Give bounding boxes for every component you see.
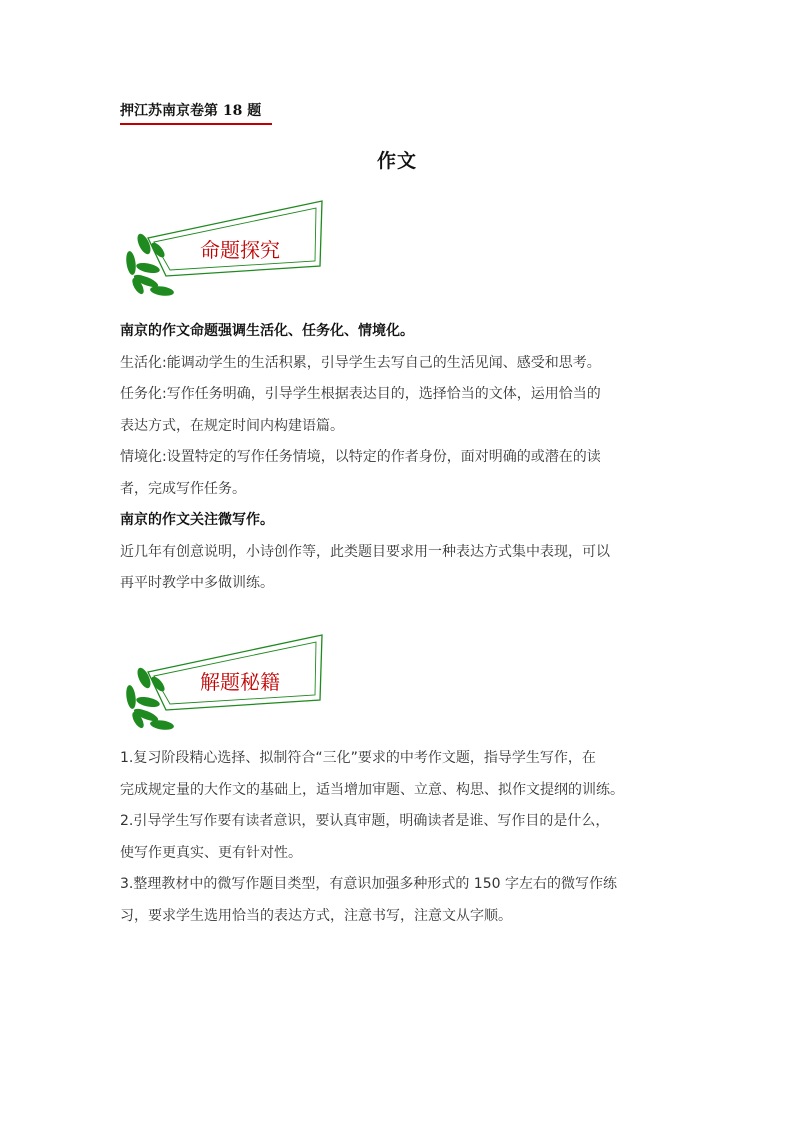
text-line: 1.复习阶段精心选择、拟制符合“三化”要求的中考作文题，指导学生写作，在 (120, 750, 596, 766)
text-line: 生活化:能调动学生的生活积累，引导学生去写自己的生活见闻、感受和思考。 (120, 354, 601, 371)
text-line: 2.引导学生写作要有读者意识，要认真审题，明确读者是谁、写作目的是什么， (120, 813, 610, 829)
text-line: 表达方式，在规定时间内构建语篇。 (120, 417, 344, 434)
text-line: 使写作更真实、更有针对性。 (120, 844, 302, 861)
text-line: 完成规定量的大作文的基础上，适当增加审题、立意、构思、拟作文提纲的训练。 (120, 781, 624, 798)
section-content-2 (120, 743, 680, 932)
text-line: 再平时教学中多做训练。 (120, 575, 274, 591)
text-line: 3.整理教材中的微写作题目类型，有意识加强多种形式的 150 字左右的微写作练 (120, 876, 617, 892)
section-header-label: 押江苏南京卷第 18 题 (120, 100, 272, 125)
text-line: 习，要求学生选用恰当的表达方式，注意书写，注意文从字顺。 (120, 907, 512, 924)
banner-label: 解题秘籍 (200, 670, 280, 694)
text-line: 任务化:写作任务明确，引导学生根据表达目的，选择恰当的文体，运用恰当的 (120, 386, 601, 402)
text-line: 情境化:设置特定的写作任务情境，以特定的作者身份，面对明确的或潜在的读 (120, 449, 601, 465)
text-line: 南京的作文关注微写作。 (120, 512, 274, 528)
section-content-1 (120, 316, 680, 600)
section-banner-1 (118, 198, 328, 298)
section-banner-2 (118, 632, 328, 732)
text-line: 南京的作文命题强调生活化、任务化、情境化。 (120, 323, 414, 339)
text-line: 近几年有创意说明，小诗创作等，此类题目要求用一种表达方式集中表现，可以 (120, 543, 610, 560)
page-title: 作文 (376, 150, 417, 172)
text-line: 者，完成写作任务。 (120, 480, 246, 497)
banner-label: 命题探究 (200, 238, 280, 262)
